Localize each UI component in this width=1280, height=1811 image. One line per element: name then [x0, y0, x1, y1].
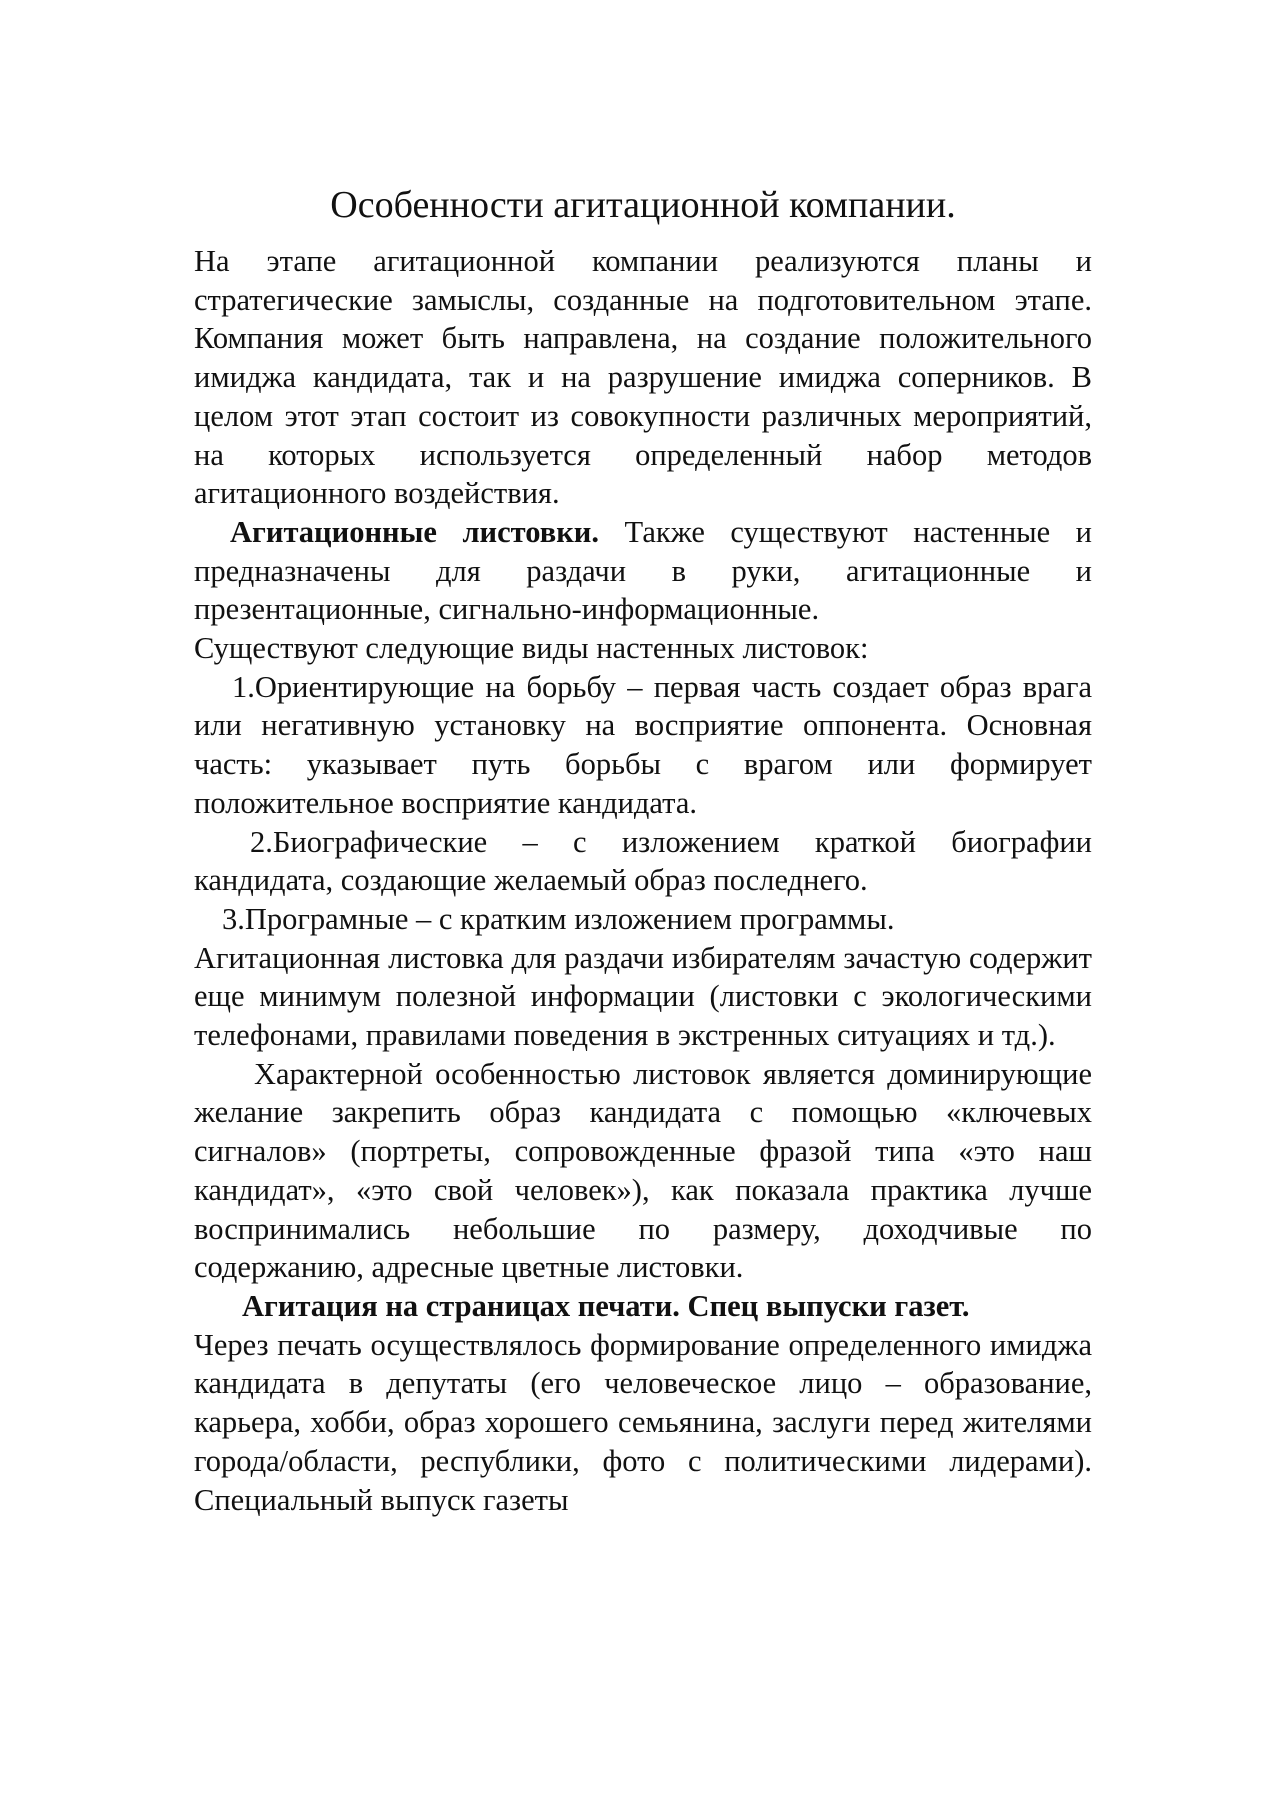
press-heading: Агитация на страницах печати. Спец выпуски газет.: [242, 1288, 970, 1323]
type-2-paragraph: 2.Биографические – с изложением краткой биографии кандидата, создающие желаемый образ последнего.: [194, 824, 1092, 898]
type-3-paragraph: 3.Програмные – с кратким изложением программы.: [222, 901, 895, 936]
leaflets-paragraph: [194, 513, 1092, 629]
leaflets-text: Также существуют настенные и предназначены для раздачи в руки, агитационные и презентационные, сигнально-информационные.: [194, 514, 1092, 627]
intro-paragraph: На этапе агитационной компании реализуются планы и стратегические замыслы, созданные на подготовительном этапе. Компания может быть направлена, на создание положительного имиджа кандидата, так и на разрушение имиджа соперников. В целом этот этап состоит из совокупности различных мероприятий, на которых используется определенный набор методов агитационного воздействия.: [194, 244, 1092, 511]
press-paragraph: Через печать осуществлялось формирование определенного имиджа кандидата в депутаты (его человеческое лицо – образование, карьера, хобби, образ хорошего семьянина, заслуги перед жителями города/области, республики, фото с политическими лидерами). Специальный выпуск газеты: [194, 1327, 1092, 1517]
feature-paragraph: Характерной особенностью листовок является доминирующие желание закрепить образ кандидата с помощью «ключевых сигналов» (портреты, сопровожденные фразой типа «это наш кандидат», «это свой человек»), как показала практика лучше воспринимались небольшие по размеру, доходчивые по содержанию, адресные цветные листовки.: [194, 1056, 1092, 1285]
document-page: [194, 180, 1092, 1519]
type-1-paragraph: 1.Ориентирующие на борьбу – первая часть создает образ врага или негативную установку на восприятие оппонента. Основная часть: указывает путь борьбы с врагом или формирует положительное восприятие кандидата.: [194, 669, 1092, 820]
document-title: Особенности агитационной компании.: [330, 184, 956, 226]
types-intro: Существуют следующие виды настенных листовок:: [194, 631, 869, 666]
handout-paragraph: Агитационная листовка для раздачи избирателям зачастую содержит еще минимум полезной информации (листовки с экологическими телефонами, правилами поведения в экстренных ситуациях и тд.).: [194, 940, 1092, 1053]
leaflets-heading: Агитационные листовки.: [230, 514, 599, 549]
